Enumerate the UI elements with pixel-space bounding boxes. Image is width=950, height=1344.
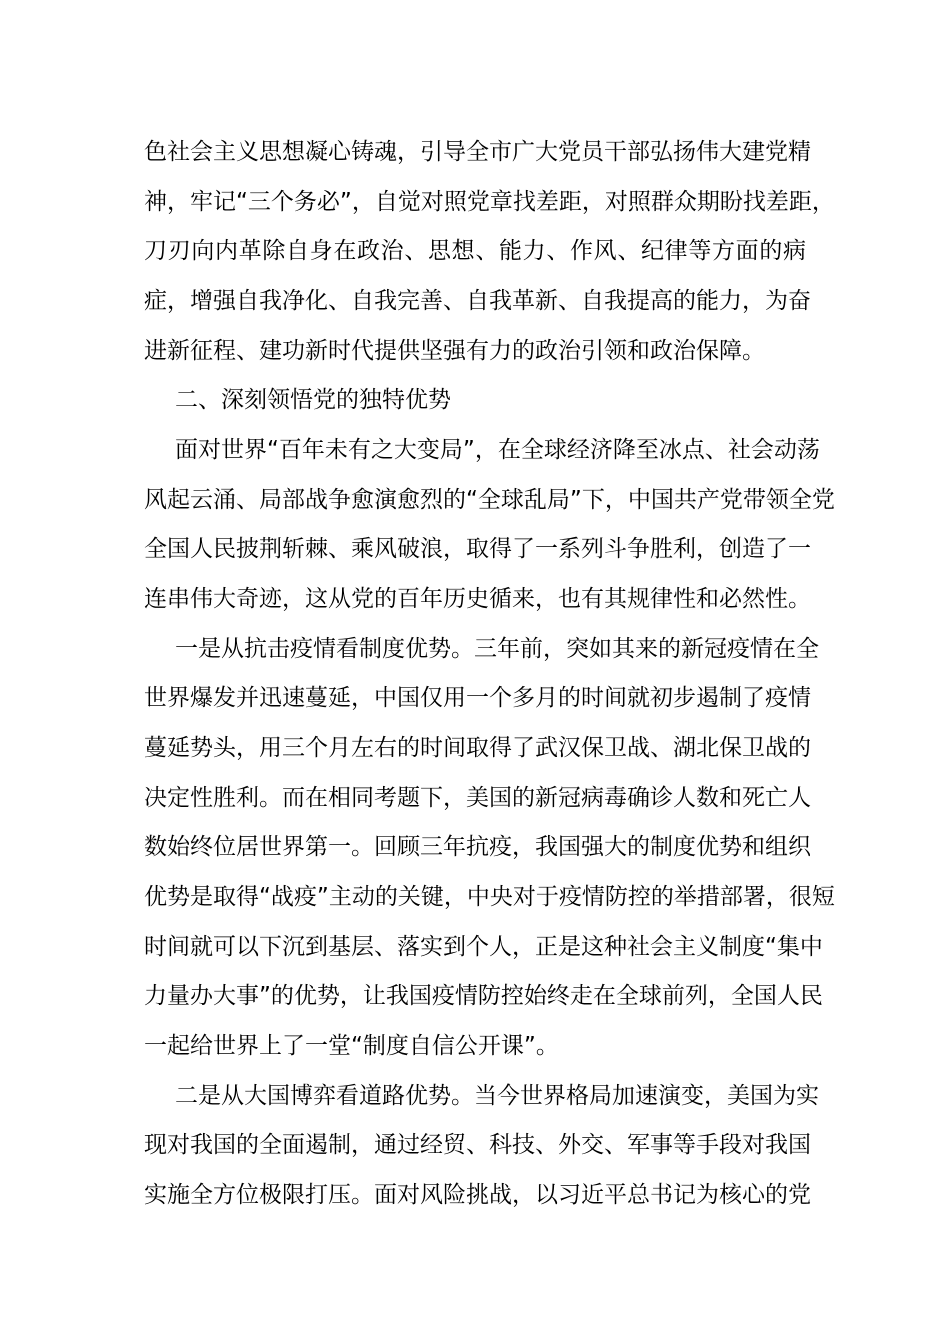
text-line: 一起给世界上了一堂“制度自信公开课”。 (144, 1033, 559, 1059)
section-heading: 二、深刻领悟党的独特优势 (175, 387, 451, 413)
text-line: 面对世界“百年未有之大变局”，在全球经济降至冰点、社会动荡 (175, 437, 820, 463)
text-line: 二是从大国博弈看道路优势。当今世界格局加速演变，美国为实 (175, 1083, 819, 1109)
text-line: 蔓延势头，用三个月左右的时间取得了武汉保卫战、湖北保卫战的 (144, 735, 811, 761)
text-line: 优势是取得“战疫”主动的关键，中央对于疫情防控的举措部署，很短 (144, 884, 835, 910)
text-line: 色社会主义思想凝心铸魂，引导全市广大党员干部弘扬伟大建党精 (144, 139, 811, 165)
text-line: 风起云涌、局部战争愈演愈烈的“全球乱局”下，中国共产党带领全党 (144, 487, 835, 513)
text-line: 数始终位居世界第一。回顾三年抗疫，我国强大的制度优势和组织 (144, 834, 811, 860)
text-line: 决定性胜利。而在相同考题下，美国的新冠病毒确诊人数和死亡人 (144, 785, 811, 811)
text-line: 现对我国的全面遏制，通过经贸、科技、外交、军事等手段对我国 (144, 1132, 811, 1158)
text-line: 一是从抗击疫情看制度优势。三年前，突如其来的新冠疫情在全 (175, 636, 819, 662)
text-line: 力量办大事”的优势，让我国疫情防控始终走在全球前列，全国人民 (144, 983, 823, 1009)
text-line: 全国人民披荆斩棘、乘风破浪，取得了一系列斗争胜利，创造了一 (144, 536, 811, 562)
text-line: 进新征程、建功新时代提供坚强有力的政治引领和政治保障。 (144, 338, 765, 364)
text-line: 症，增强自我净化、自我完善、自我革新、自我提高的能力，为奋 (144, 288, 811, 314)
text-line: 时间就可以下沉到基层、落实到个人，正是这种社会主义制度“集中 (144, 934, 823, 960)
text-line: 实施全方位极限打压。面对风险挑战，以习近平总书记为核心的党 (144, 1182, 811, 1208)
text-line: 连串伟大奇迹，这从党的百年历史循来，也有其规律性和必然性。 (144, 586, 811, 612)
text-line: 世界爆发并迅速蔓延，中国仅用一个多月的时间就初步遏制了疫情 (144, 685, 811, 711)
text-line: 刀刃向内革除自身在政治、思想、能力、作风、纪律等方面的病 (144, 238, 806, 264)
text-line: 神，牢记“三个务必”，自觉对照党章找差距，对照群众期盼找差距， (144, 189, 835, 215)
